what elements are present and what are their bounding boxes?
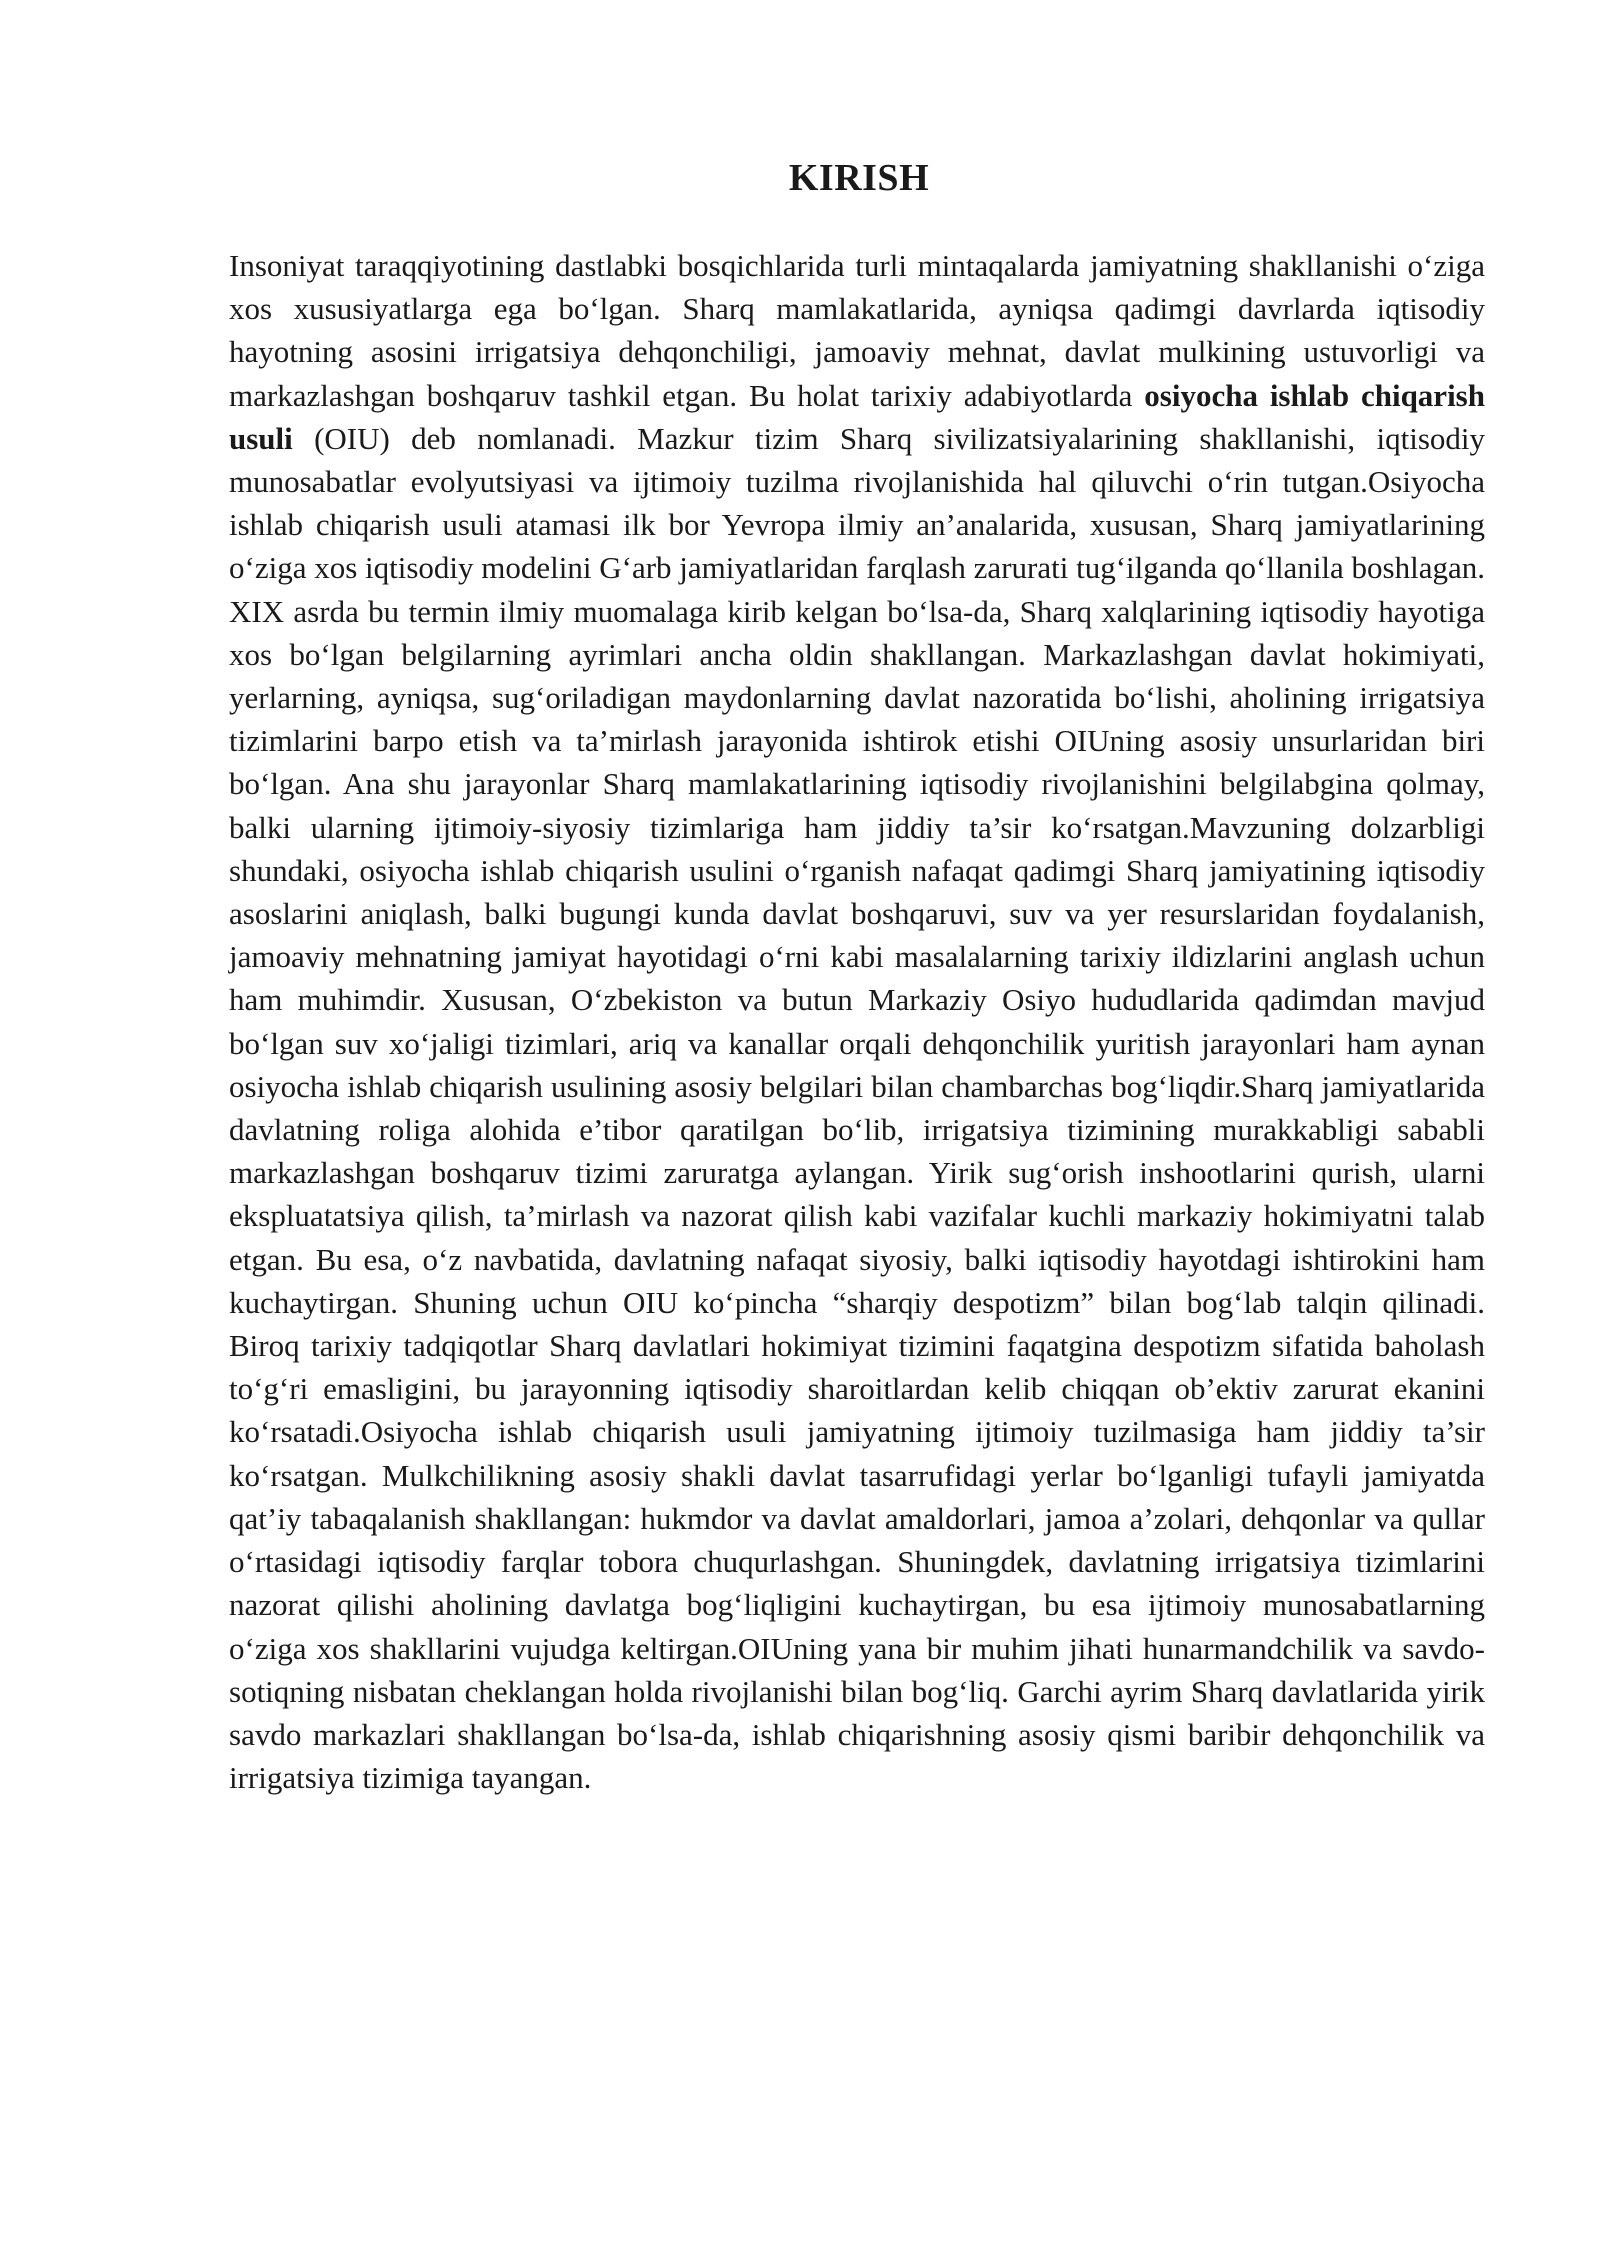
- bold-term: osiyocha ishlab chiqarish usuli: [229, 377, 1485, 456]
- body-paragraph: [229, 244, 1485, 1799]
- paragraph-text-end: (OIU) deb nomlanadi. Mazkur tizim Sharq sivilizatsiyalarining shakllanishi, iqtisodiy munosabatlar evolyutsiyasi va ijtimoiy tuzilma rivojlanishida hal qiluvchi o‘rin tutgan.Osiyocha ishlab chiqarish usuli atamasi ilk bor Yevropa ilmiy an’analarida, xususan, Sharq jamiyatlarining o‘ziga xos iqtisodiy modelini G‘arb jamiyatlaridan farqlash zarurati tug‘ilganda qo‘llanila boshlagan. XIX asrda bu termin ilmiy muomalaga kirib kelgan bo‘lsa-da, Sharq xalqlarining iqtisodiy hayotiga xos bo‘lgan belgilarning ayrimlari ancha oldin shakllangan. Markazlashgan davlat hokimiyati, yerlarning, ayniqsa, sug‘oriladigan maydonlarning davlat nazoratida bo‘lishi, aholining irrigatsiya tizimlarini barpo etish va ta’mirlash jarayonida ishtirok etishi OIUning asosiy unsurlaridan biri bo‘lgan. Ana shu jarayonlar Sharq mamlakatlarining iqtisodiy rivojlanishini belgilabgina qolmay, balki ularning ijtimoiy-siyosiy tizimlariga ham jiddiy ta’sir ko‘rsatgan.Mavzuning dolzarbligi shundaki, osiyocha ishlab chiqarish usulini o‘rganish nafaqat qadimgi Sharq jamiyatining iqtisodiy asoslarini aniqlash, balki bugungi kunda davlat boshqaruvi, suv va yer resurslaridan foydalanish, jamoaviy mehnatning jamiyat hayotidagi o‘rni kabi masalalarning tarixiy ildizlarini anglash uchun ham muhimdir. Xususan, O‘zbekiston va butun Markaziy Osiyo hududlarida qadimdan mavjud bo‘lgan suv xo‘jaligi tizimlari, ariq va kanallar orqali dehqonchilik yuritish jarayonlari ham aynan osiyocha ishlab chiqarish usulining asosiy belgilari bilan chambarchas bog‘liqdir.Sharq jamiyatlarida davlatning roliga alohida e’tibor qaratilgan bo‘lib, irrigatsiya tizimining murakkabligi sababli markazlashgan boshqaruv tizimi zaruratga aylangan. Yirik sug‘orish inshootlarini qurish, ularni ekspluatatsiya qilish, ta’mirlash va nazorat qilish kabi vazifalar kuchli markaziy hokimiyatni talab etgan. Bu esa, o‘z navbatida, davlatning nafaqat siyosiy, balki iqtisodiy hayotdagi ishtirokini ham kuchaytirgan. Shuning uchun OIU ko‘pincha “sharqiy despotizm” bilan bog‘lab talqin qilinadi. Biroq tarixiy tadqiqotlar Sharq davlatlari hokimiyat tizimini faqatgina despotizm sifatida baholash to‘g‘ri emasligini, bu jarayonning iqtisodiy sharoitlardan kelib chiqqan ob’ektiv zarurat ekanini ko‘rsatadi.Osiyocha ishlab chiqarish usuli jamiyatning ijtimoiy tuzilmasiga ham jiddiy ta’sir ko‘rsatgan. Mulkchilikning asosiy shakli davlat tasarrufidagi yerlar bo‘lganligi tufayli jamiyatda qat’iy tabaqalanish shakllangan: hukmdor va davlat amaldorlari, jamoa a’zolari, dehqonlar va qullar o‘rtasidagi iqtisodiy farqlar tobora chuqurlashgan. Shuningdek, davlatning irrigatsiya tizimlarini nazorat qilishi aholining davlatga bog‘liqligini kuchaytirgan, bu esa ijtimoiy munosabatlarning o‘ziga xos shakllarini vujudga keltirgan.OIUning yana bir muhim jihati hunarmandchilik va savdo-sotiqning nisbatan cheklangan holda rivojlanishi bilan bog‘liq. Garchi ayrim Sharq davlatlarida yirik savdo markazlari shakllangan bo‘lsa-da, ishlab chiqarishning asosiy qismi baribir dehqonchilik va irrigatsiya tizimiga tayangan.: [229, 420, 1485, 1796]
- page-title: KIRISH: [788, 157, 930, 199]
- paragraph-text-start: Insoniyat taraqqiyotining dastlabki bosqichlarida turli mintaqalarda jamiyatning shakllanishi o‘ziga xos xususiyatlarga ega bo‘lgan. Sharq mamlakatlarida, ayniqsa qadimgi davrlarda iqtisodiy hayotning asosini irrigatsiya dehqonchiligi, jamoaviy mehnat, davlat mulkining ustuvorligi va markazlashgan boshqaruv tashkil etgan. Bu holat tarixiy adabiyotlarda: [229, 248, 1485, 413]
